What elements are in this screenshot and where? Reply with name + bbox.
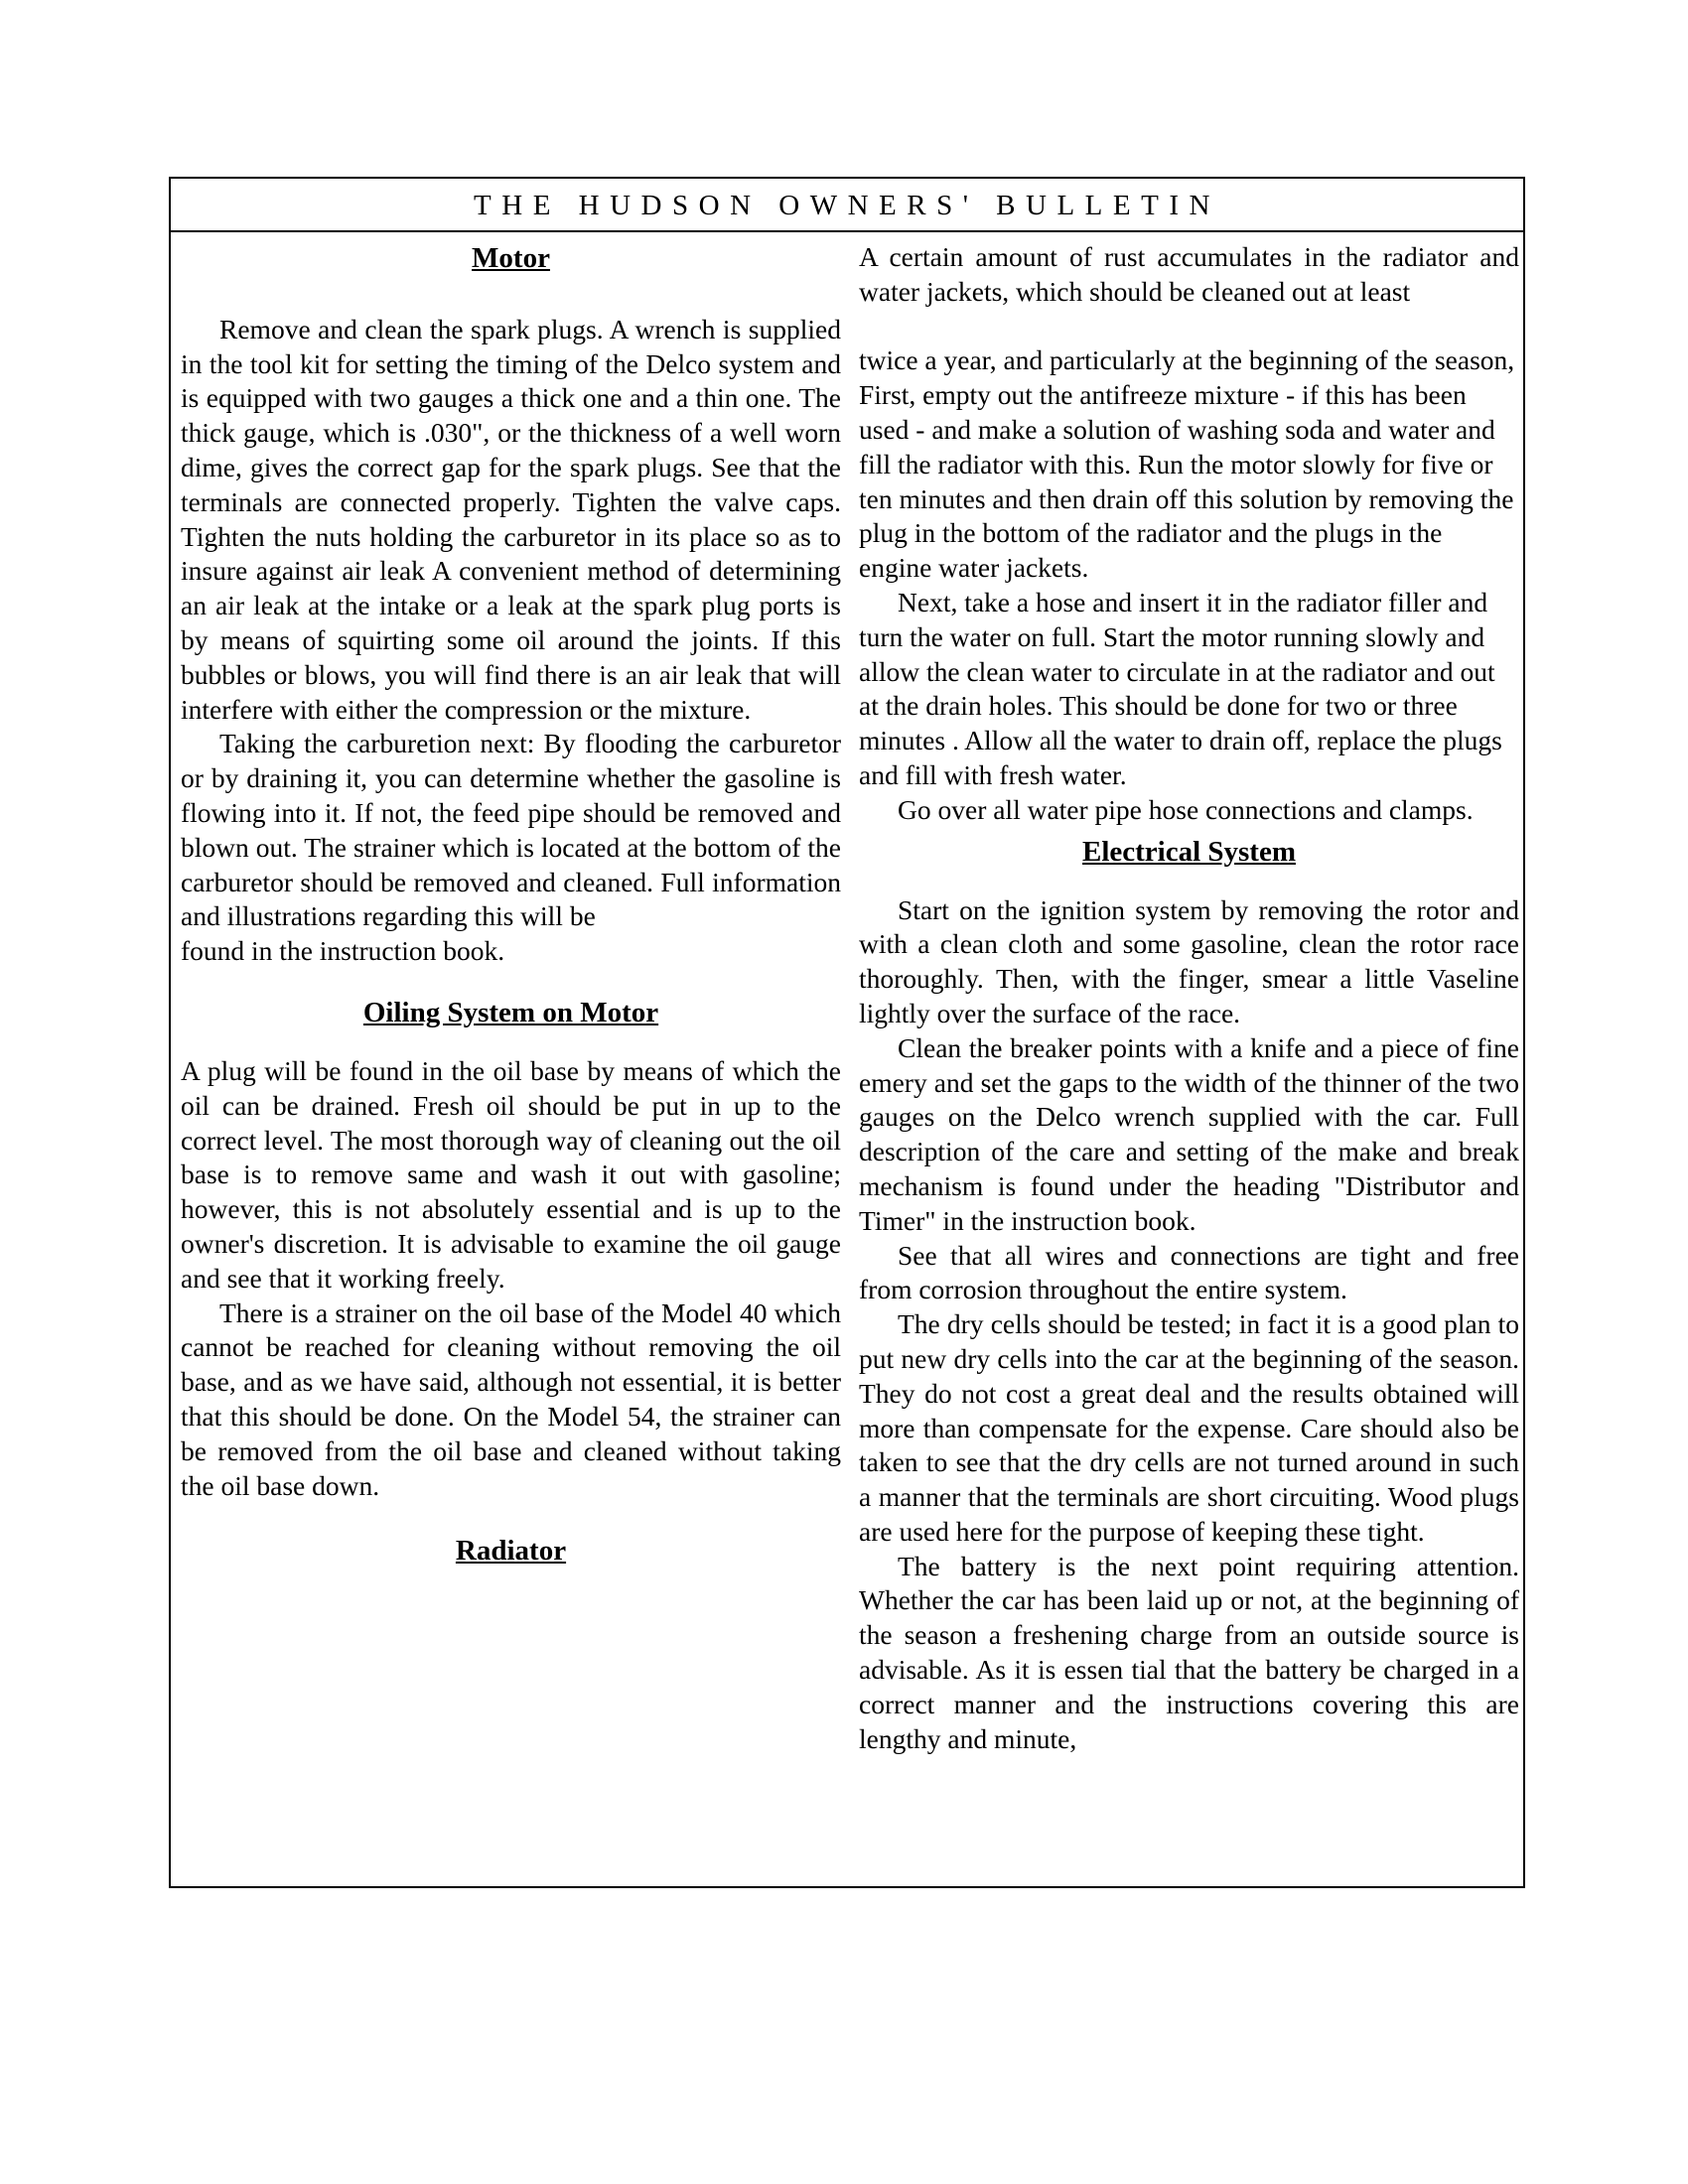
radiator-paragraph: A certain amount of rust accumulates in the radiator and water jackets, which should be cleaned out at least bbox=[859, 241, 1519, 307]
right-column bbox=[859, 240, 1519, 1756]
electrical-paragraph: Start on the ignition system by removing the rotor and with a clean cloth and some gasoline, clean the rotor race thoroughly. Then, with the finger, smear a little Vaseline lightly over the surface of the race. bbox=[859, 893, 1519, 1028]
motor-paragraph: Remove and clean the spark plugs. A wrench is supplied in the tool kit for setting the timing of the Delco system and is equipped with two gauges a thick one and a thin one. The thick gauge, which is .030", or the thickness of a well worn dime, gives the correct gap for the spark plugs. See that the terminals are connected properly. Tighten the valve caps. Tighten the nuts holding the carburetor in its place so as to insure against air leak A convenient method of determining an air leak at the intake or a leak at the spark plug ports is by means of squirting some oil around the joints. If this bubbles or blows, you will find there is an air leak that will interfere with either the compression or the mixture. bbox=[181, 313, 841, 725]
oiling-paragraph: There is a strainer on the oil base of the Model 40 which cannot be reached for cleaning without removing the oil base, and as we have said, although not essential, it is better that this should be done. On the Model 54, the strainer can be removed from the oil base and cleaned without taking the oil base down. bbox=[181, 1297, 841, 1501]
motor-paragraph: found in the instruction book. bbox=[181, 935, 505, 967]
motor-heading: Motor bbox=[472, 242, 550, 274]
radiator-paragraph: Go over all water pipe hose connections and clamps. bbox=[898, 793, 1474, 825]
electrical-paragraph: The dry cells should be tested; in fact it is a good plan to put new dry cells into the car at the beginning of the season. They do not cost a great deal and the results obtained will more than compensate for the expense. Care should also be taken to see that the dry cells are not turned around in such a manner that the terminals are short circuiting. Wood plugs are used here for the purpose of keeping these tight. bbox=[859, 1308, 1519, 1547]
left-column bbox=[181, 238, 841, 1570]
radiator-paragraph: Next, take a hose and insert it in the radiator filler and turn the water on full. Start the motor running slowly and allow the clean water to circulate in at the radiator and out at the drain holes. This should be done for two or three minutes . Allow all the water to drain off, replace the plugs and fill with fresh water. bbox=[859, 586, 1502, 790]
electrical-paragraph: The battery is the next point requiring attention. Whether the car has been laid up or not, at the beginning of the season a freshening charge from an outside source is advisable. As it is essen tial that the battery be charged in a correct manner and the instructions covering this are lengthy and minute, bbox=[859, 1550, 1519, 1754]
oiling-heading: Oiling System on Motor bbox=[362, 996, 659, 1028]
electrical-paragraph: See that all wires and connections are tight and free from corrosion throughout the entire system. bbox=[859, 1239, 1519, 1305]
bulletin-page-frame bbox=[169, 177, 1525, 1888]
oiling-paragraph: A plug will be found in the oil base by means of which the oil can be drained. Fresh oil should be put in up to the correct level. The most thorough way of cleaning out the oil base is to remove same and wash it out with gasoline; however, this is not absolutely essential and is up to the owner's discretion. It is advisable to examine the oil gauge and see that it working freely. bbox=[181, 1054, 841, 1294]
motor-paragraph: Taking the carburetion next: By flooding the carburetor or by draining it, you can determine whether the gasoline is flowing into it. If not, the feed pipe should be removed and blown out. The strainer which is located at the bottom of the carburetor should be removed and cleaned. Full information and illustrations regarding this will be bbox=[181, 728, 841, 932]
radiator-heading: Radiator bbox=[455, 1535, 567, 1568]
electrical-heading: Electrical System bbox=[1081, 835, 1296, 868]
radiator-paragraph: twice a year, and particularly at the beginning of the season, First, empty out the antifreeze mixture - if this has been used - and make a solution of washing soda and water and fill the radiator with this. Run the motor slowly for five or ten minutes and then drain off this solution by removing the plug in the bottom of the radiator and the plugs in the engine water jackets. bbox=[859, 344, 1515, 584]
electrical-paragraph: Clean the breaker points with a knife and a piece of fine emery and set the gaps to the width of the thinner of the two gauges on the Delco wrench supplied with the car. Full description of the care and setting of the make and break mechanism is found under the heading "Distributor and Timer" in the instruction book. bbox=[859, 1031, 1519, 1236]
bulletin-title: THE HUDSON OWNERS' BULLETIN bbox=[171, 179, 1523, 232]
